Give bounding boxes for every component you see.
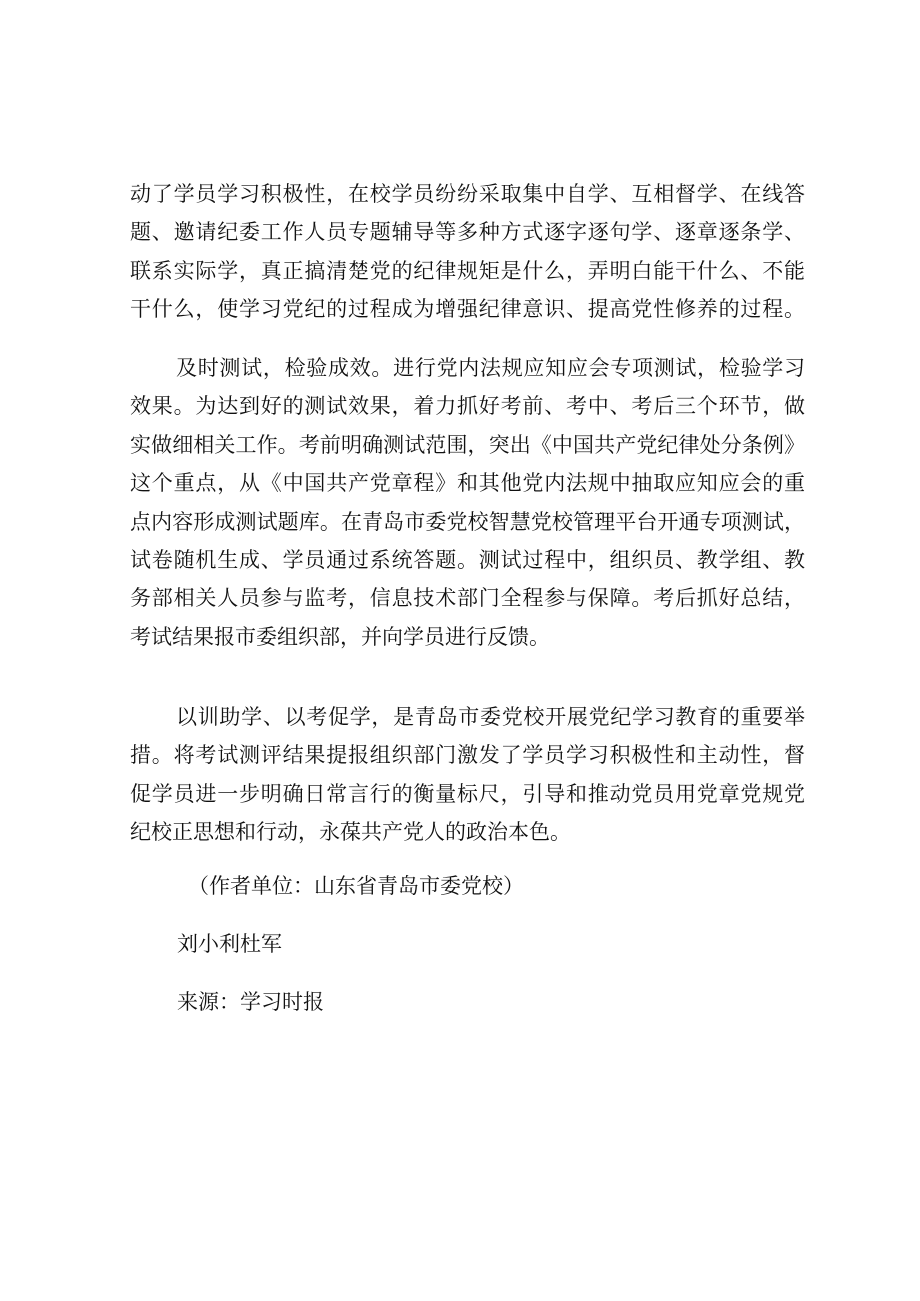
- paragraph-line: 以训助学、以考促学，是青岛市委党校开展党纪学习教育的重要举: [176, 705, 805, 729]
- paragraph-line: 题、邀请纪委工作人员专题辅导等多种方式逐字逐句学、逐章逐条学、: [130, 220, 805, 245]
- source-line: 来源：学习时报: [177, 990, 324, 1014]
- paragraph-line: 动了学员学习积极性，在校学员纷纷采取集中自学、互相督学、在线答: [130, 182, 805, 206]
- paragraph-line: 措。将考试测评结果提报组织部门激发了学员学习积极性和主动性，督: [130, 743, 805, 768]
- paragraph-line: 这个重点，从《中国共产党章程》和其他党内法规中抽取应知应会的重: [130, 471, 805, 496]
- paragraph-line: 促学员进一步明确日常言行的衡量标尺，引导和推动党员用党章党规党: [130, 781, 805, 806]
- paragraph-3: [130, 698, 805, 852]
- paragraph-line: 干什么，使学习党纪的过程成为增强纪律意识、提高党性修养的过程。: [130, 297, 805, 322]
- paragraph-line: 纪校正思想和行动，永葆共产党人的政治本色。: [130, 820, 571, 845]
- paragraph-line: 点内容形成测试题库。在青岛市委党校智慧党校管理平台开通专项测试，: [130, 509, 805, 534]
- paragraph-line: 联系实际学，真正搞清楚党的纪律规矩是什么，弄明白能干什么、不能: [130, 258, 805, 283]
- paragraph-line: 实做细相关工作。考前明确测试范围，突出《中国共产党纪律处分条例》: [130, 432, 805, 457]
- author-unit: （作者单位：山东省青岛市委党校）: [188, 874, 524, 898]
- author-names: 刘小利杜军: [177, 932, 282, 956]
- paragraph-2: [130, 349, 805, 656]
- paragraph-1: [130, 175, 805, 329]
- paragraph-line: 考试结果报市委组织部，并向学员进行反馈。: [130, 624, 550, 649]
- paragraph-line: 试卷随机生成、学员通过系统答题。测试过程中，组织员、教学组、教: [130, 547, 805, 572]
- paragraph-line: 务部相关人员参与监考，信息技术部门全程参与保障。考后抓好总结，: [130, 586, 805, 611]
- paragraph-line: 及时测试，检验成效。进行党内法规应知应会专项测试，检验学习: [176, 356, 805, 380]
- paragraph-line: 效果。为达到好的测试效果，着力抓好考前、考中、考后三个环节，做: [130, 394, 805, 419]
